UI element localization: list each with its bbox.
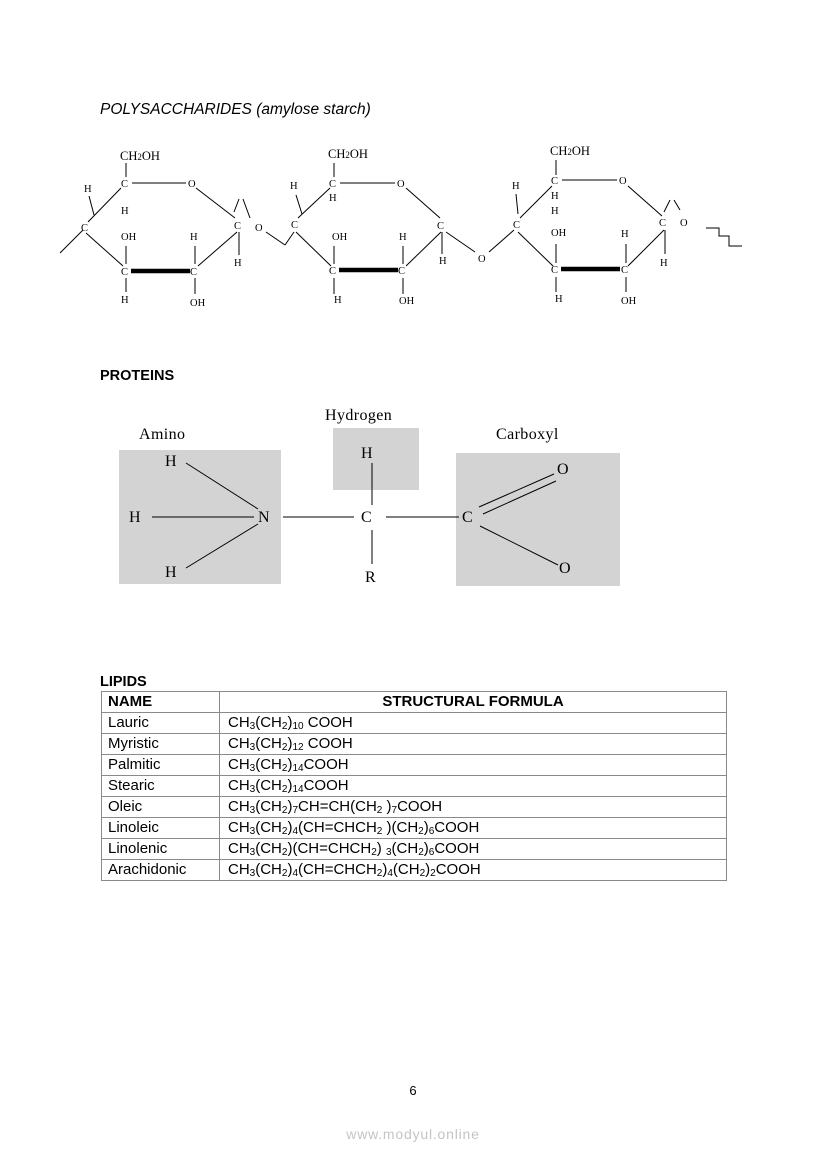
ring1-c4: C bbox=[81, 223, 89, 234]
ring1-c2: C bbox=[190, 267, 198, 278]
hydrogen-group-box bbox=[333, 428, 419, 490]
lipid-formula: $CH_3(CH_2)_{14}COOH$ bbox=[220, 776, 727, 797]
lipid-name: Lauric bbox=[102, 713, 220, 734]
ring1-ring-oxygen: O bbox=[188, 179, 196, 190]
carboxyl-group-box bbox=[456, 453, 620, 586]
ring2-c2: C bbox=[398, 266, 406, 277]
amino-h-middle: H bbox=[129, 509, 141, 526]
ring3-c5: C bbox=[551, 176, 559, 187]
ring1-h-c5: H bbox=[121, 206, 129, 217]
amino-acid-structure bbox=[0, 400, 826, 600]
lipids-title: LIPIDS bbox=[100, 674, 147, 690]
ring2-c4: C bbox=[291, 220, 299, 231]
ring3-h-left: H bbox=[512, 181, 520, 192]
ring2-ring-oxygen: O bbox=[397, 179, 405, 190]
ring2-oh-c2: OH bbox=[399, 296, 415, 307]
lipid-formula: $CH_3(CH_2)_4(CH=CHCH_2)_4(CH_2)_2COOH$ bbox=[220, 860, 727, 881]
proteins-title: PROTEINS bbox=[100, 368, 175, 384]
ring3-c4: C bbox=[513, 220, 521, 231]
ring1-h-c2: H bbox=[190, 232, 198, 243]
lipid-formula: $CH_3(CH_2)_7CH=CH(CH_2$ )$_7COOH$ bbox=[220, 797, 727, 818]
lipid-name: Palmitic bbox=[102, 755, 220, 776]
table-row bbox=[102, 734, 727, 755]
ring2-c1: C bbox=[437, 221, 445, 232]
ring3-h-c5: H bbox=[551, 191, 559, 202]
polysaccharides-title: POLYSACCHARIDES (amylose starch) bbox=[100, 101, 371, 118]
hydrogen-label: Hydrogen bbox=[325, 407, 393, 424]
lipid-name: Oleic bbox=[102, 797, 220, 818]
ring2-ch2oh-label: CH2OH bbox=[328, 147, 368, 161]
table-header-row bbox=[102, 692, 727, 713]
table-row bbox=[102, 776, 727, 797]
amylose-starch-structure bbox=[0, 130, 826, 320]
ring2-h-c5: H bbox=[329, 193, 337, 204]
table-row bbox=[102, 839, 727, 860]
ring3-h-c5b: H bbox=[551, 206, 559, 217]
glycosidic-oxygen-1: O bbox=[255, 223, 263, 234]
lipid-formula: $CH_3(CH_2)_{10}$ COOH bbox=[220, 713, 727, 734]
ring1-h-left: H bbox=[84, 184, 92, 195]
lipid-formula: $CH_3(CH_2)_{14}COOH$ bbox=[220, 755, 727, 776]
lipids-table-body bbox=[102, 713, 727, 881]
ring3-c1: C bbox=[659, 218, 667, 229]
ring3-c3: C bbox=[551, 265, 559, 276]
table-row bbox=[102, 818, 727, 839]
ring1-c5: C bbox=[121, 179, 129, 190]
lipid-name: Linoleic bbox=[102, 818, 220, 839]
formula-column-header: STRUCTURAL FORMULA bbox=[220, 692, 727, 713]
ring1-c1: C bbox=[234, 221, 242, 232]
carboxyl-hydroxyl-oxygen: O bbox=[559, 560, 571, 577]
alpha-hydrogen: H bbox=[361, 445, 373, 462]
r-group: R bbox=[365, 569, 376, 586]
ring2-c5: C bbox=[329, 179, 337, 190]
ring3-h-c3: H bbox=[555, 294, 563, 305]
lipid-formula: $CH_3(CH_2)(CH=CHCH_2)$ $_3(CH_2)_6COOH$ bbox=[220, 839, 727, 860]
table-row bbox=[102, 860, 727, 881]
lipid-name: Myristic bbox=[102, 734, 220, 755]
ring3-ch2oh-label: CH2OH bbox=[550, 144, 590, 158]
ring3-ring-oxygen: O bbox=[619, 176, 627, 187]
ring3-terminal-oxygen: O bbox=[680, 218, 688, 229]
lipid-name: Linolenic bbox=[102, 839, 220, 860]
carboxyl-double-bond-oxygen: O bbox=[557, 461, 569, 478]
ring2-h-c1: H bbox=[439, 256, 447, 267]
table-row bbox=[102, 713, 727, 734]
lipids-table bbox=[101, 691, 727, 881]
ring3-c2: C bbox=[621, 265, 629, 276]
ring2-oh-c3: OH bbox=[332, 232, 348, 243]
ring2-c3: C bbox=[329, 266, 337, 277]
carboxyl-carbon: C bbox=[462, 509, 473, 526]
lipid-name: Arachidonic bbox=[102, 860, 220, 881]
carboxyl-label: Carboxyl bbox=[496, 426, 559, 443]
ring2-h-left: H bbox=[290, 181, 298, 192]
ring1-oh-c3: OH bbox=[121, 232, 137, 243]
ring1-h-c1: H bbox=[234, 258, 242, 269]
table-row bbox=[102, 755, 727, 776]
page-number: 6 bbox=[409, 1083, 417, 1098]
ring3-h-c2: H bbox=[621, 229, 629, 240]
lipid-formula: $CH_3(CH_2)_4(CH=CHCH_2$ )$(CH_2)_6COOH$ bbox=[220, 818, 727, 839]
amino-h-top: H bbox=[165, 453, 177, 470]
ring3-oh-c3: OH bbox=[551, 228, 567, 239]
amino-h-bottom: H bbox=[165, 564, 177, 581]
ring3-h-c1: H bbox=[660, 258, 668, 269]
name-column-header: NAME bbox=[102, 692, 220, 713]
watermark: www.modyul.online bbox=[346, 1126, 480, 1142]
ring2-h-c3: H bbox=[334, 295, 342, 306]
ring2-h-c2: H bbox=[399, 232, 407, 243]
table-row bbox=[102, 797, 727, 818]
ring1-oh-c2: OH bbox=[190, 298, 206, 309]
amino-label: Amino bbox=[139, 426, 186, 443]
alpha-carbon: C bbox=[361, 509, 372, 526]
ring3-oh-c2: OH bbox=[621, 296, 637, 307]
nitrogen-atom: N bbox=[258, 509, 270, 526]
glycosidic-oxygen-2: O bbox=[478, 254, 486, 265]
ring1-c3: C bbox=[121, 267, 129, 278]
ring1-ch2oh-label: CH2OH bbox=[120, 149, 160, 163]
lipid-formula: $CH_3(CH_2)_{12}$ COOH bbox=[220, 734, 727, 755]
ring1-h-c3: H bbox=[121, 295, 129, 306]
lipid-name: Stearic bbox=[102, 776, 220, 797]
